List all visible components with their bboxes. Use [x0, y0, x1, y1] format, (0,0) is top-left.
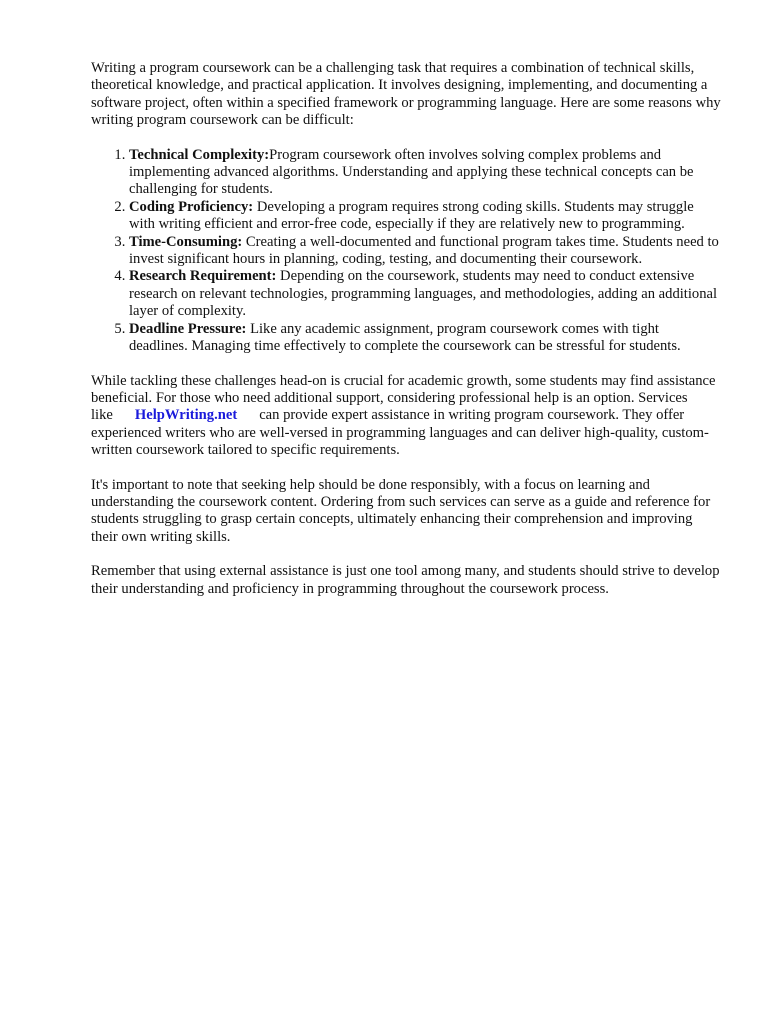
- reason-text: Like any academic assignment, program coursework comes with tight deadlines. Managing time effectively to complete the coursework can be stressful for students.: [129, 320, 681, 355]
- list-item: [129, 147, 721, 199]
- assistance-text-after: can provide expert assistance in writing program coursework. They offer experienced writers who are well-versed in programming languages and can deliver high-quality, custom-written coursework tailored to specific requirements.: [91, 407, 709, 459]
- conclusion-paragraph: Remember that using external assistance is just one tool among many, and students should strive to develop their understanding and proficiency in programming throughout the coursework process.: [91, 563, 720, 597]
- list-item: [129, 268, 721, 320]
- reason-text: Developing a program requires strong coding skills. Students may struggle with writing efficient and error-free code, especially if they are relatively new to programming.: [129, 198, 694, 233]
- intro-paragraph: Writing a program coursework can be a challenging task that requires a combination of technical skills, theoretical knowledge, and practical application. It involves designing, implementing, and documenting a software project, often within a specified framework or programming language. Here are some reasons why writing program coursework can be difficult:: [91, 60, 721, 129]
- reason-text: Creating a well-documented and functional program takes time. Students need to invest significant hours in planning, coding, testing, and documenting their coursework.: [129, 233, 719, 268]
- reason-term: Time-Consuming:: [129, 233, 243, 250]
- document-page: [91, 60, 721, 615]
- reasons-list: [91, 147, 721, 356]
- reason-text: Program coursework often involves solving complex problems and implementing advanced algorithms. Understanding and applying these technical concepts can be challenging for students.: [129, 146, 694, 198]
- reason-text: Depending on the coursework, students may need to conduct extensive research on relevant technologies, programming languages, and methodologies, adding an additional layer of complexity.: [129, 268, 718, 320]
- responsible-paragraph: It's important to note that seeking help should be done responsibly, with a focus on learning and understanding the coursework content. Ordering from such services can serve as a guide and reference for students struggling to grasp certain concepts, ultimately enhancing their comprehension and improving their own writing skills.: [91, 476, 711, 545]
- reason-term: Deadline Pressure:: [129, 320, 247, 337]
- helpwriting-link[interactable]: HelpWriting.net: [134, 407, 238, 424]
- reason-term: Research Requirement:: [129, 268, 277, 285]
- list-item: [129, 234, 721, 269]
- reason-term: Coding Proficiency:: [129, 198, 254, 215]
- assistance-text-before: While tackling these challenges head-on is crucial for academic growth, some students may find assistance beneficial. For those who need additional support, considering professional help is an option. Services like: [91, 372, 716, 424]
- list-item: [129, 199, 721, 234]
- reason-term: Technical Complexity:: [129, 146, 270, 163]
- assistance-paragraph: [91, 373, 721, 460]
- list-item: [129, 321, 721, 356]
